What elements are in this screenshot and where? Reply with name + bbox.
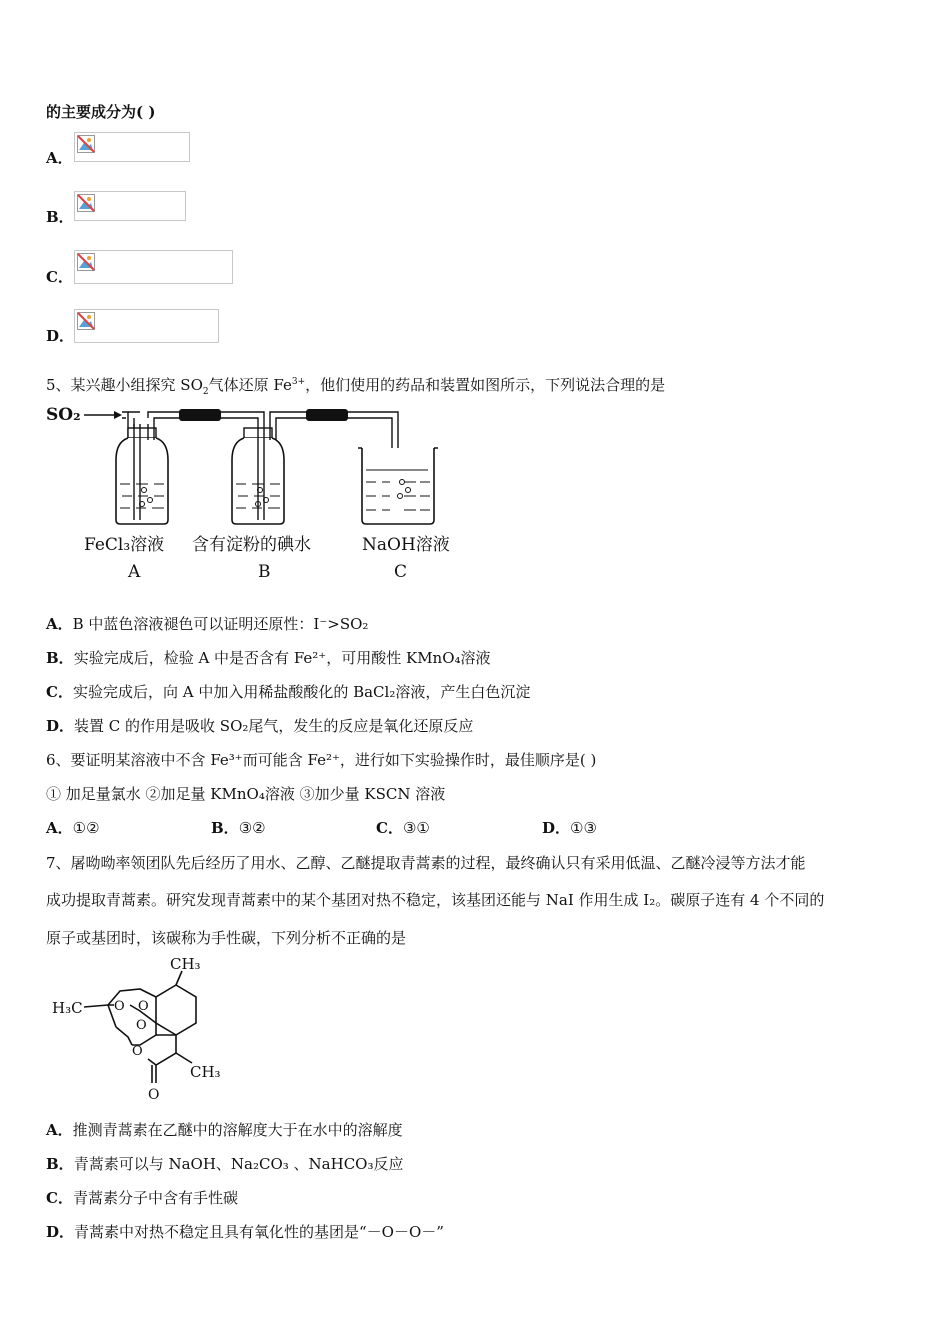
ether-o: O [136,1018,147,1033]
beaker-c [358,448,438,524]
top-methyl-label: CH₃ [170,955,201,973]
q5-option-a: A．B 中蓝色溶液褪色可以证明还原性：I⁻>SO₂ [46,615,369,633]
q4-option-b-label: B． [46,208,74,226]
q6-option-c: C．③① [376,819,430,837]
q6-stem: 6、要证明某溶液中不含 Fe³⁺而可能含 Fe²⁺，进行如下实验操作时，最佳顺序是( ) [46,751,597,769]
q5-apparatus-figure [44,400,474,590]
q6-option-b: B．③② [211,819,266,837]
bottle-a [116,424,168,524]
q4-option-a-label: A． [46,149,73,167]
q7-stem-line-1: 7、屠呦呦率领团队先后经历了用水、乙醇、乙醚提取青蒿素的过程，最终确认只有采用低温、乙醚冷浸等方法才能 [46,854,806,872]
q4-option-a-image [74,132,190,162]
q4-option-b-image [74,191,186,221]
broken-image-icon [77,312,95,330]
q6-option-a: A．①② [46,819,100,837]
q4-stem-tail: 的主要成分为( ) [46,103,156,121]
gas-label: SO₂ [46,405,81,425]
broken-image-icon [77,194,95,212]
q4-option-c-image [74,250,233,284]
broken-image-icon [77,135,95,153]
q6-operations: ① 加足量氯水 ②加足量 KMnO₄溶液 ③加少量 KSCN 溶液 [46,785,446,803]
q5-option-b: B．实验完成后，检验 A 中是否含有 Fe²⁺，可用酸性 KMnO₄溶液 [46,649,491,667]
peroxide-o-1: O [114,999,125,1014]
left-methyl-label: H₃C [52,999,83,1017]
q5-stem: 5、某兴趣小组探究 $SO_2$气体还原 $Fe^{3+}$，他们使用的药品和装置如图所示，下列说法合理的是 [46,376,666,397]
q7-option-c: C．青蒿素分子中含有手性碳 [46,1189,238,1207]
peroxide-o-2: O [138,999,149,1014]
q4-option-d-image [74,309,219,343]
q7-stem-line-2: 成功提取青蒿素。研究发现青蒿素中的某个基团对热不稳定，该基团还能与 NaI 作用生成 I₂。碳原子连有 4 个不同的 [46,891,825,909]
q4-option-d-label: D． [46,327,75,345]
q6-options [46,818,746,838]
q7-option-b: B．青蒿素可以与 NaOH、Na₂CO₃ 、NaHCO₃反应 [46,1155,404,1173]
broken-image-icon [77,253,95,271]
solution-b-label: 含有淀粉的碘水 [192,535,311,555]
q5-option-d: D．装置 C 的作用是吸收 SO₂尾气，发生的反应是氧化还原反应 [46,717,474,735]
right-methyl-label: CH₃ [190,1063,221,1081]
bottle-b [232,424,284,524]
q4-option-c-label: C． [46,268,73,286]
artemisinin-structure [48,955,238,1105]
lactone-o: O [132,1044,143,1059]
solution-a-label: FeCl₃溶液 [84,535,165,555]
q7-option-a: A．推测青蒿素在乙醚中的溶解度大于在水中的溶解度 [46,1121,403,1139]
q6-option-d: D．①③ [542,819,597,837]
apparatus-c-label: C [394,562,408,582]
solution-c-label: NaOH溶液 [362,535,450,555]
apparatus-b-label: B [258,562,271,582]
q7-option-d: D．青蒿素中对热不稳定且具有氧化性的基团是“－O－O－” [46,1223,444,1241]
q5-option-c: C．实验完成后，向 A 中加入用稀盐酸酸化的 BaCl₂溶液，产生白色沉淀 [46,683,531,701]
apparatus-a-label: A [128,562,141,582]
q7-stem-line-3: 原子或基团时，该碳称为手性碳，下列分析不正确的是 [46,929,407,947]
carbonyl-o: O [148,1087,160,1103]
